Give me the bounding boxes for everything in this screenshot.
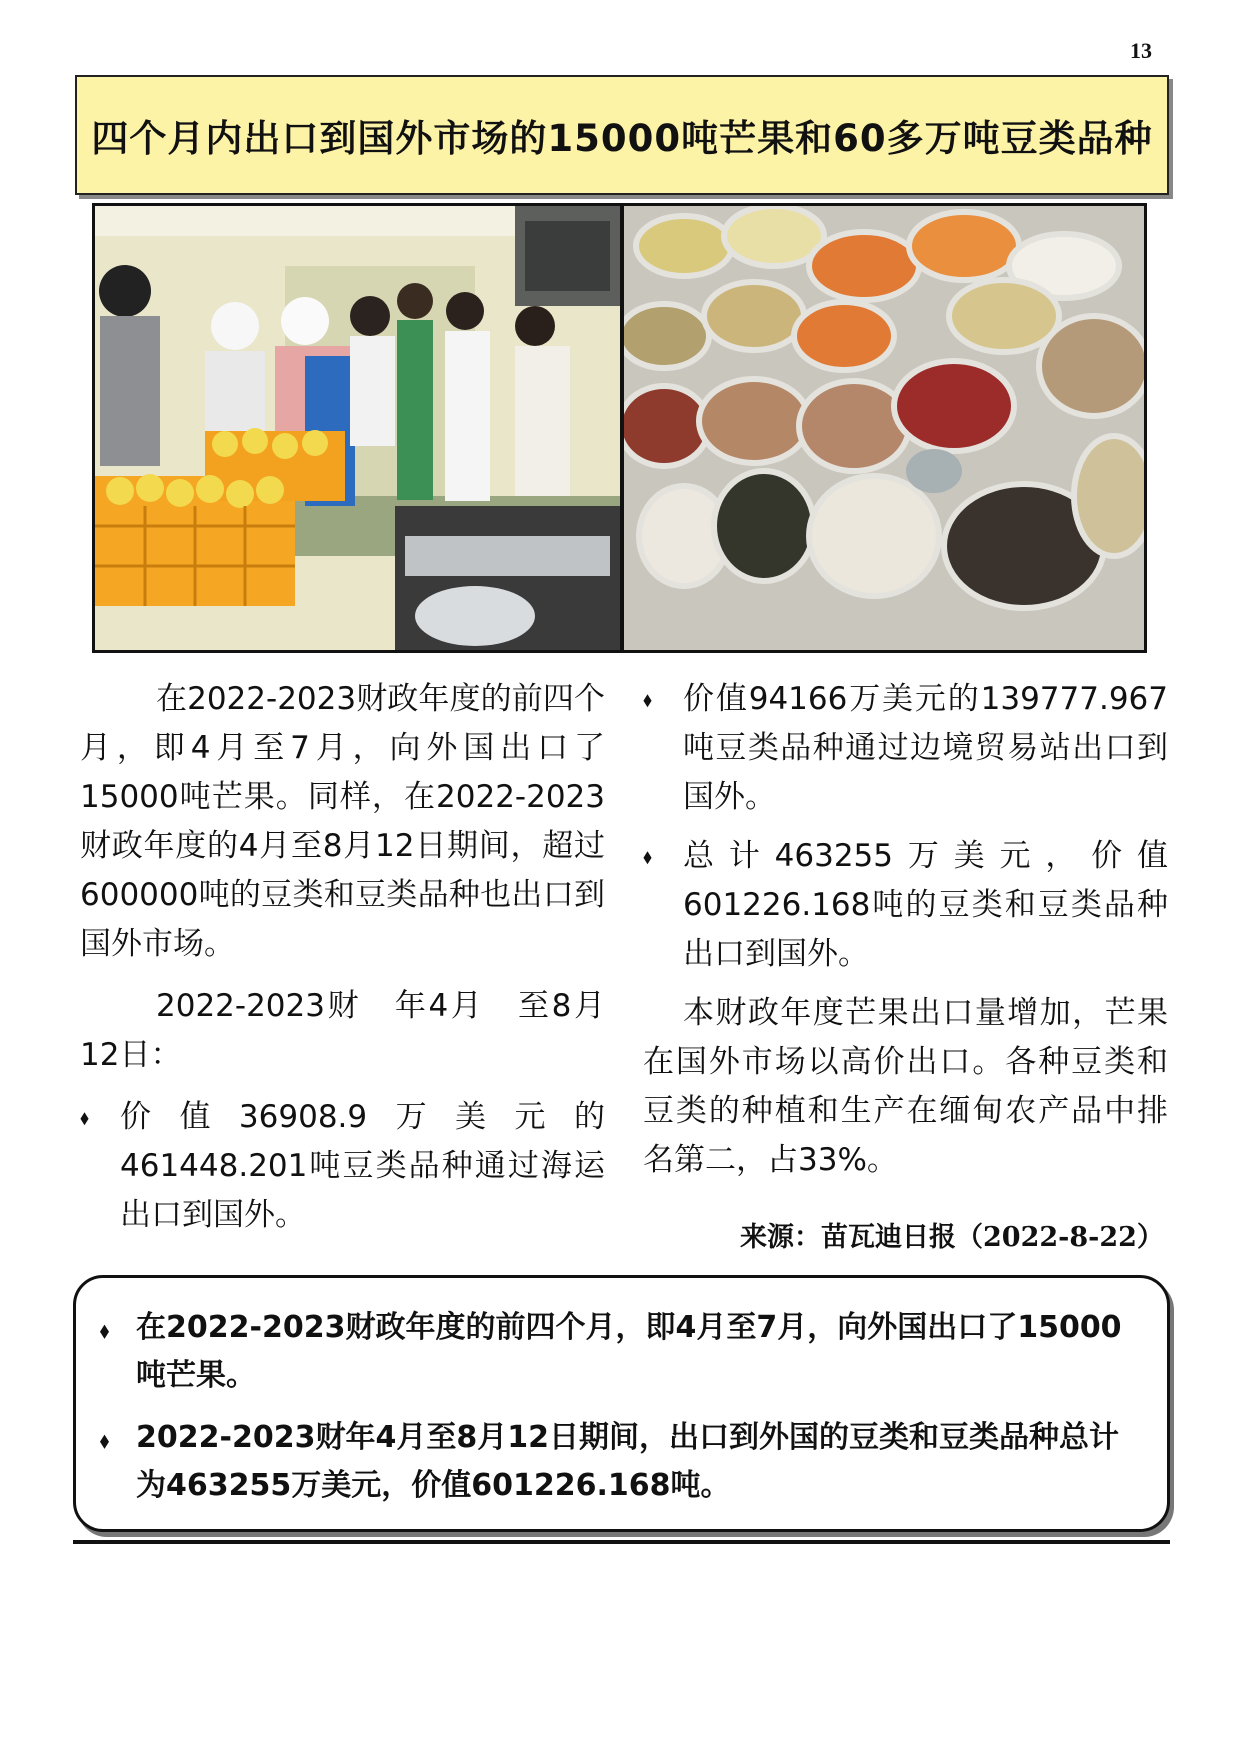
bullet-diamond-icon: ⬧	[100, 1318, 109, 1342]
intro-paragraph: 在2022-2023财政年度的前四个月，即4月至7月，向外国出口了15000吨芒果。同样，在2022-2023财政年度的4月至8月12日期间，超过600000吨的豆类和豆类品种也出口到国外市场。	[80, 681, 605, 962]
mango-processing-photo	[95, 206, 620, 650]
beans-sacks-illustration	[624, 206, 1144, 650]
title-banner	[75, 75, 1169, 195]
bullet-text: 价值94166万美元的139777.967吨豆类品种通过边境贸易站出口到国外。	[683, 681, 1168, 815]
list-item	[80, 1093, 605, 1240]
photo-strip	[92, 203, 1147, 653]
page-number: 13	[1130, 38, 1152, 63]
bullet-text: 总计463255万美元，价值601226.168吨的豆类和豆类品种出口到国外。	[683, 838, 1168, 972]
summary-box	[73, 1275, 1170, 1532]
summary-text: 2022-2023财年4月至8月12日期间，出口到外国的豆类和豆类品种总计为463255万美元，价值601226.168吨。	[136, 1420, 1119, 1503]
beans-sacks-photo	[624, 206, 1144, 650]
mango-processing-illustration	[95, 206, 620, 650]
left-column	[80, 675, 605, 1250]
right-column	[643, 675, 1168, 1198]
bullet-diamond-icon: ⬧	[80, 1105, 89, 1129]
list-item	[643, 832, 1168, 979]
summary-item	[100, 1304, 1147, 1400]
source-citation: 来源：苗瓦迪日报（2022-8-22）	[740, 1222, 1164, 1253]
conclusion-paragraph: 本财政年度芒果出口量增加，芒果在国外市场以高价出口。各种豆类和豆类的种植和生产在缅甸农产品中排名第二，占33%。	[643, 995, 1168, 1178]
period-label: 2022-2023财 年4月 至8月12日：	[80, 988, 605, 1073]
bottom-divider	[73, 1540, 1170, 1544]
bullet-diamond-icon: ⬧	[643, 844, 652, 868]
summary-item	[100, 1414, 1147, 1510]
bullet-text: 价值36908.9万美元的461448.201吨豆类品种通过海运出口到国外。	[120, 1099, 605, 1233]
summary-text: 在2022-2023财政年度的前四个月，即4月至7月，向外国出口了15000吨芒果。	[136, 1310, 1122, 1393]
bullet-diamond-icon: ⬧	[100, 1428, 109, 1452]
bullet-diamond-icon: ⬧	[643, 687, 652, 711]
list-item	[643, 675, 1168, 822]
page-title: 四个月内出口到国外市场的15000吨芒果和60多万吨豆类品种	[91, 117, 1153, 160]
